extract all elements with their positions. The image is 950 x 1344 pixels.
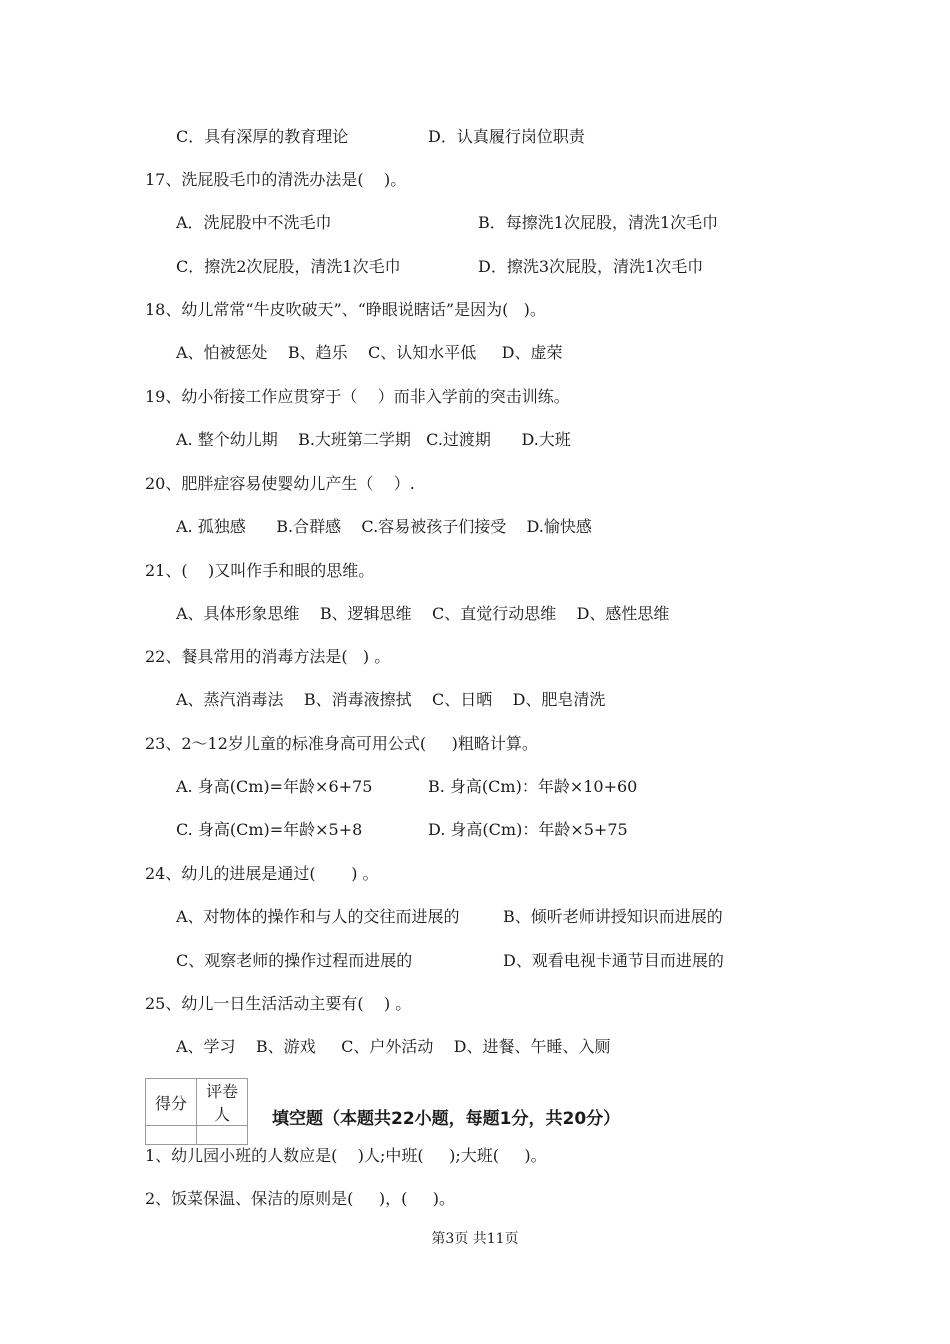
- text-line: C．具有深厚的教育理论: [176, 127, 349, 146]
- text-line: 23、2～12岁儿童的标准身高可用公式( )粗略计算。: [145, 734, 538, 753]
- text-line: B、倾听老师讲授知识而进展的: [503, 907, 723, 926]
- score-table: [145, 1078, 248, 1145]
- score-header-cell: 得分: [146, 1079, 197, 1126]
- page-footer: 第3页 共11页: [431, 1231, 519, 1247]
- text-line: 2、饭菜保温、保洁的原则是( )，( )。: [145, 1189, 456, 1208]
- text-line: A、蒸汽消毒法 B、消毒液擦拭 C、日晒 D、肥皂清洗: [176, 690, 606, 709]
- text-line: 21、( )又叫作手和眼的思维。: [145, 561, 375, 580]
- text-line: C、观察老师的操作过程而进展的: [176, 951, 413, 970]
- score-cell: [146, 1126, 197, 1145]
- text-line: A．洗屁股中不洗毛巾: [176, 213, 332, 232]
- text-line: D. 身高(Cm)：年龄×5+75: [428, 820, 628, 839]
- section-title: 填空题（本题共22小题，每题1分，共20分）: [272, 1109, 621, 1129]
- text-line: 24、幼儿的进展是通过( ) 。: [145, 864, 379, 883]
- text-line: A、学习 B、游戏 C、户外活动 D、进餐、午睡、入厕: [176, 1037, 611, 1056]
- text-line: A、具体形象思维 B、逻辑思维 C、直觉行动思维 D、感性思维: [176, 604, 670, 623]
- text-line: D．擦洗3次屁股，清洗1次毛巾: [478, 257, 704, 276]
- text-line: 22、餐具常用的消毒方法是( ) 。: [145, 647, 391, 666]
- text-line: D、观看电视卡通节目而进展的: [503, 951, 724, 970]
- text-line: 17、洗屁股毛巾的清洗办法是( )。: [145, 170, 407, 189]
- grader-cell: [197, 1126, 248, 1145]
- text-line: 19、幼小衔接工作应贯穿于（ ）而非入学前的突击训练。: [145, 387, 570, 406]
- text-line: D．认真履行岗位职责: [428, 127, 585, 146]
- text-line: 25、幼儿一日生活活动主要有( ) 。: [145, 994, 412, 1013]
- text-line: A. 身高(Cm)=年龄×6+75: [176, 777, 373, 796]
- score-table-header: [146, 1079, 248, 1126]
- text-line: A. 整个幼儿期 B.大班第二学期 C.过渡期 D.大班: [176, 430, 571, 449]
- text-line: A、怕被惩处 B、趋乐 C、认知水平低 D、虚荣: [176, 343, 563, 362]
- text-line: 1、幼儿园小班的人数应是( )人;中班( );大班( )。: [145, 1146, 547, 1165]
- text-line: B. 身高(Cm)：年龄×10+60: [428, 777, 638, 796]
- text-line: A、对物体的操作和与人的交往而进展的: [176, 907, 460, 926]
- text-line: C. 身高(Cm)=年龄×5+8: [176, 820, 363, 839]
- grader-header-cell: 评卷人: [197, 1079, 248, 1126]
- text-line: B．每擦洗1次屁股，清洗1次毛巾: [478, 213, 719, 232]
- text-line: 20、肥胖症容易使婴幼儿产生（ ）.: [145, 474, 415, 493]
- text-line: A. 孤独感 B.合群感 C.容易被孩子们接受 D.愉快感: [176, 517, 592, 536]
- score-table-row: [146, 1126, 248, 1145]
- text-line: C．擦洗2次屁股，清洗1次毛巾: [176, 257, 401, 276]
- text-line: 18、幼儿常常“牛皮吹破天”、“睁眼说瞎话”是因为( )。: [145, 300, 546, 319]
